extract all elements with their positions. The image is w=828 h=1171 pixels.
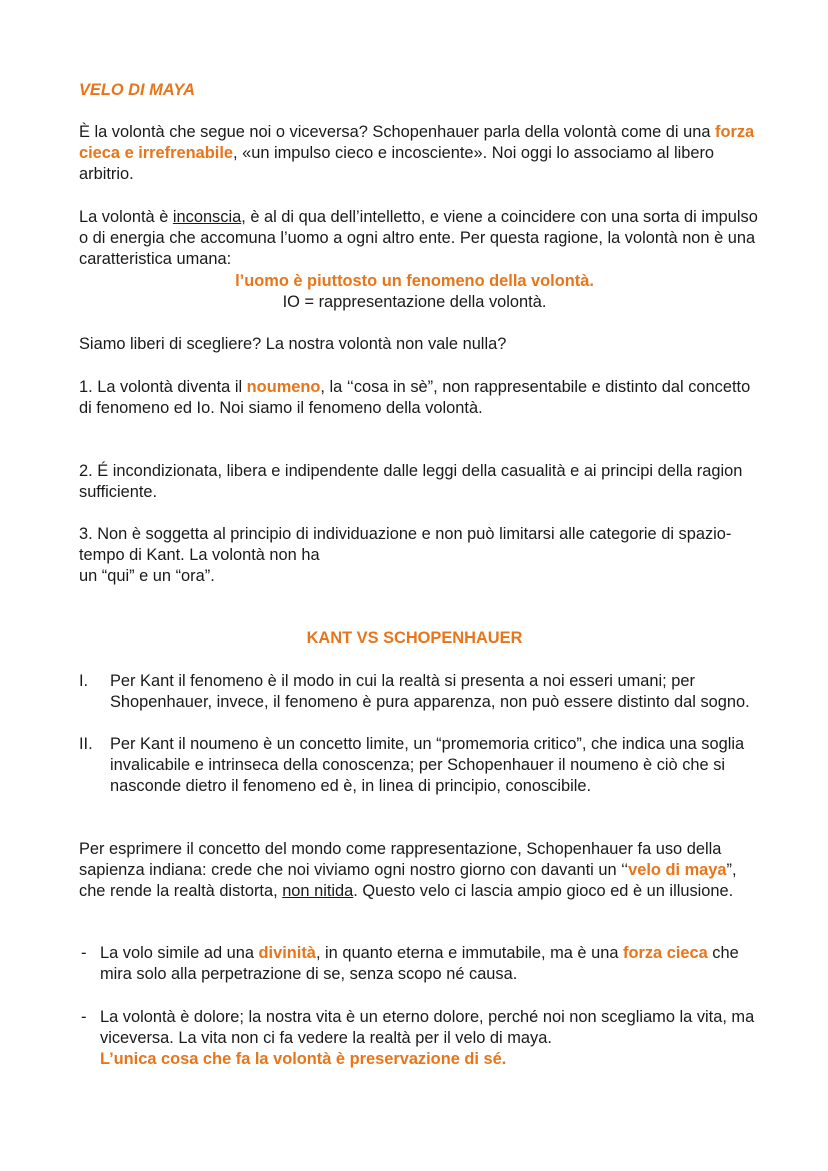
list-marker: I. [79,672,89,690]
text-run: La volontà è [79,208,173,226]
underlined-text: non nitida [282,882,354,900]
list-item-text: Per Kant il noumeno è un concetto limite, un “promemoria critico”, che indica una soglia invalicabile e intrinseca della conoscenza; per Schopenhauer il noumeno è ciò che si nasconde dietro il fenomeno ed è, in linea di principio, conoscibile. [110,735,745,795]
text-run: , «un impulso cieco e incosciente». Noi oggi lo associamo al libero arbitrio. [79,144,715,183]
section-heading: KANT VS SCHOPENHAUER [306,629,523,647]
highlight-text: forza cieca [623,944,708,962]
highlight-text: divinità [258,944,316,962]
text-run: , in quanto eterna e immutabile, ma è una [315,944,623,962]
highlight-text: forza cieca e irrefrenabile [79,123,755,162]
numbered-item-2: 2. É incondizionata, libera e indipendente dalle leggi della casualità e ai principi della ragion sufficiente. [79,462,743,501]
list-item-text [100,943,760,985]
page-title: VELO DI MAYA [79,81,195,99]
paragraph-unconscious [79,207,759,270]
centered-equation: IO = rappresentazione della volontà. [282,293,547,311]
text-run: 1. La volontà diventa il [79,378,247,396]
text-run: La volo simile ad una [100,944,259,962]
paragraph-maya [79,839,759,902]
paragraph-intro [79,122,759,185]
text-run: , la ‘‘cosa in sè”, non rappresentabile e distinto dal concetto di fenomeno ed Io. Noi siamo il fenomeno della volontà. [79,378,751,417]
list-marker: - [81,1008,87,1026]
underlined-text: inconscia [172,208,242,226]
text-run: , è al di qua dell’intelletto, e viene a coincidere con una sorta di impulso o di energia che accomuna l’uomo a ogni altro ente. Per questa ragione, la volontà non è una caratteristica umana: [79,208,758,268]
highlight-text: noumeno [246,378,321,396]
numbered-item-1 [79,377,759,419]
numbered-item-3 [79,524,759,587]
list-item-text: Per Kant il fenomeno è il modo in cui la realtà si presenta a noi esseri umani; per Shopenhauer, invece, il fenomeno è pura apparenza, non può essere distinto dal sogno. [110,672,750,711]
highlight-text: L’unica cosa che fa la volontà è preservazione di sé. [100,1050,507,1068]
highlight-text: velo di maya [628,861,727,879]
list-marker: II. [79,735,93,753]
list-item-text [100,1007,760,1070]
text-run: un “qui” e un “ora”. [79,567,215,585]
list-marker: - [81,944,87,962]
text-run: . Questo velo ci lascia ampio gioco ed è un illusione. [353,882,734,900]
text-run: La volontà è dolore; la nostra vita è un eterno dolore, perché noi non scegliamo la vita, ma viceversa. La vita non ci fa vedere la realtà per il velo di maya. [100,1008,755,1047]
text-run: 3. Non è soggetta al principio di individuazione e non può limitarsi alle categorie di spazio-tempo di Kant. La volontà non ha [79,525,732,564]
text-run: Per esprimere il concetto del mondo come rappresentazione, Schopenhauer fa uso della sapienza indiana: crede che noi viviamo ogni nostro giorno con davanti un ‘‘ [79,840,722,879]
paragraph-question: Siamo liberi di scegliere? La nostra volontà non vale nulla? [79,335,507,353]
text-run: ”, che rende la realtà distorta, [79,861,737,900]
text-run: È la volontà che segue noi o viceversa? Schopenhauer parla della volontà come di una [79,123,716,141]
centered-highlight: l’uomo è piuttosto un fenomeno della volontà. [235,272,594,290]
text-run: che mira solo alla perpetrazione di se, senza scopo né causa. [100,944,739,983]
